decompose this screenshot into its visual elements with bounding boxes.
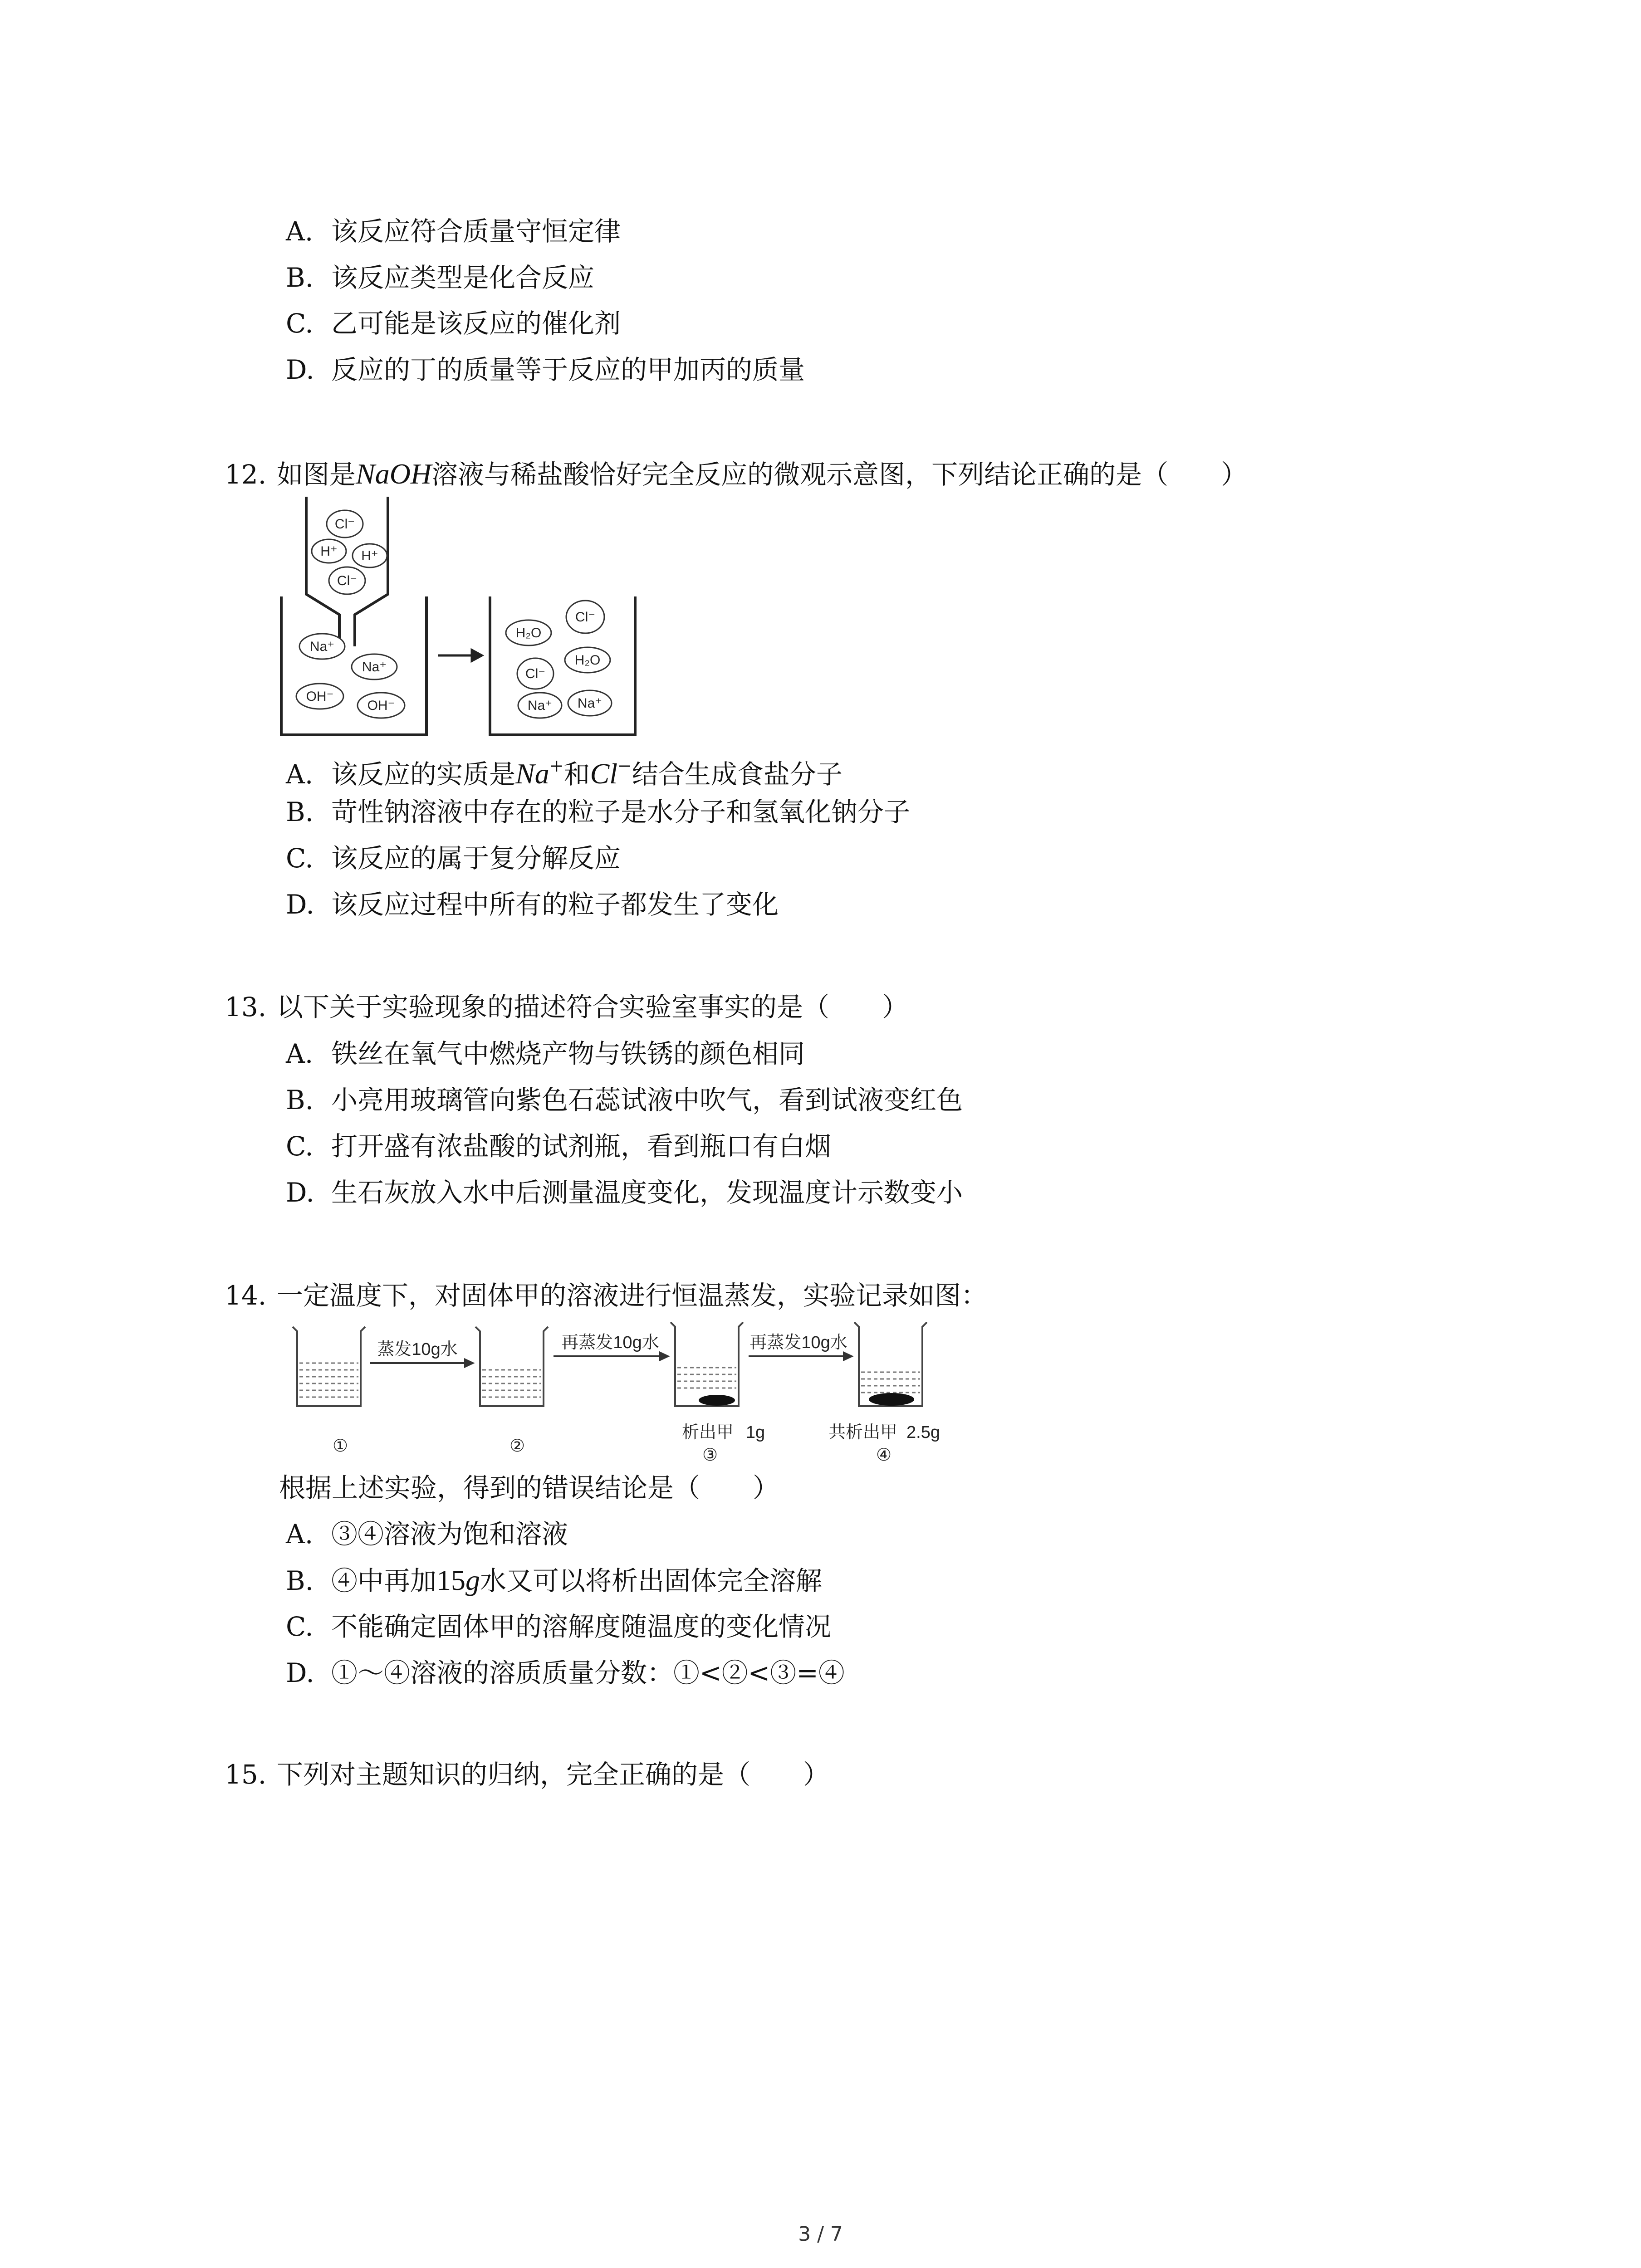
beaker-1	[293, 1327, 365, 1406]
left-beaker-ion: OH⁻	[306, 689, 334, 704]
option-text: 该反应类型是化合反应	[331, 262, 595, 293]
arrow-label: 蒸发10g水	[377, 1340, 458, 1359]
option-letter: B.	[286, 797, 314, 827]
option-letter: A.	[286, 1519, 314, 1549]
question-number: 14.	[225, 1280, 267, 1311]
ion-charge: −	[617, 756, 632, 776]
beaker-label: ④	[876, 1446, 892, 1465]
arrow-label: 再蒸发10g水	[749, 1333, 847, 1352]
option-letter: B.	[286, 1085, 314, 1115]
option-text: 铁丝在氧气中燃烧产物与铁锈的颜色相同	[331, 1038, 805, 1069]
q12-option-c	[286, 840, 621, 876]
option-text: ③④溶液为饱和溶液	[331, 1519, 568, 1549]
option-text: 结合生成食盐分子	[632, 759, 843, 790]
option-text: 乙可能是该反应的催化剂	[331, 308, 621, 339]
ion-formula: Cl	[590, 758, 618, 790]
precipitate-4	[869, 1393, 914, 1406]
option-letter: A.	[286, 1038, 314, 1069]
arrow-label: 再蒸发10g水	[561, 1333, 659, 1352]
option-letter: C.	[286, 1131, 314, 1162]
right-beaker-ion: H₂O	[515, 626, 542, 640]
question-number: 12.	[225, 459, 267, 490]
option-letter: B.	[286, 1565, 314, 1596]
sub-stem-text: 根据上述实验，得到的错误结论是（ ）	[279, 1472, 779, 1503]
left-beaker-ion: OH⁻	[367, 698, 395, 713]
q11-option-a	[286, 213, 621, 249]
funnel-ion: Cl⁻	[334, 517, 355, 532]
option-letter: B.	[286, 262, 314, 293]
arrow-2	[660, 1353, 668, 1360]
beaker-label: ①	[332, 1437, 348, 1456]
mass-number: 15	[436, 1564, 466, 1596]
q13-stem	[225, 989, 908, 1025]
stem-text: 溶液与稀盐酸恰好完全反应的微观示意图，下列结论正确的是（ ）	[431, 459, 1248, 490]
precipitate-amount: 1g	[745, 1423, 765, 1442]
beaker-3	[671, 1322, 743, 1406]
option-text: 打开盛有浓盐酸的试剂瓶，看到瓶口有白烟	[331, 1131, 832, 1162]
q15-stem	[225, 1756, 829, 1793]
formula: NaOH	[356, 458, 432, 490]
option-text: 反应的丁的质量等于反应的甲加丙的质量	[331, 354, 805, 385]
precipitate-label: 析出甲	[681, 1423, 734, 1442]
stem-text: 下列对主题知识的归纳，完全正确的是（ ）	[277, 1759, 830, 1790]
q13-option-d	[286, 1174, 963, 1211]
option-letter: D.	[286, 354, 314, 385]
precipitate-amount: 2.5g	[906, 1423, 940, 1442]
q13-option-b	[286, 1082, 963, 1118]
precipitate-3	[699, 1395, 735, 1406]
arrow-3	[844, 1353, 852, 1360]
q14-sub-stem	[279, 1470, 779, 1506]
arrow-1	[465, 1359, 473, 1367]
right-beaker-ion: Na⁺	[577, 696, 603, 711]
beaker-label: ③	[702, 1446, 718, 1465]
option-text: 该反应符合质量守恒定律	[331, 216, 621, 247]
ion-charge: +	[549, 756, 564, 776]
q14-stem	[225, 1277, 987, 1314]
q13-option-a	[286, 1036, 805, 1072]
option-text: 该反应的属于复分解反应	[331, 843, 621, 874]
funnel-ion: H⁺	[361, 548, 378, 563]
q12-option-b	[286, 794, 910, 830]
q12-option-a	[286, 748, 843, 792]
option-letter: C.	[286, 1611, 314, 1642]
stem-text: 如图是	[277, 459, 356, 490]
q14-option-b	[286, 1562, 822, 1599]
option-letter: D.	[286, 889, 314, 920]
option-text: 不能确定固体甲的溶解度随温度的变化情况	[331, 1611, 832, 1642]
stem-text: 以下关于实验现象的描述符合实验室事实的是（ ）	[277, 992, 909, 1022]
right-beaker-ion: H₂O	[574, 653, 601, 668]
q11-option-c	[286, 305, 621, 342]
option-letter: D.	[286, 1177, 314, 1208]
option-letter: D.	[286, 1657, 314, 1688]
option-letter: A.	[286, 216, 314, 247]
precipitate-label: 共析出甲	[828, 1423, 898, 1442]
q14-option-d	[286, 1655, 845, 1691]
left-beaker-ion: Na⁺	[309, 639, 335, 654]
option-text: 水又可以将析出固体完全溶解	[480, 1565, 823, 1596]
option-text: 和	[563, 759, 590, 790]
arrow-head	[472, 650, 482, 661]
q11-option-b	[286, 259, 594, 296]
q11-option-d	[286, 352, 805, 388]
right-beaker-ion: Cl⁻	[525, 666, 546, 681]
mass-unit: g	[465, 1564, 480, 1596]
beaker-2	[475, 1327, 548, 1406]
page-number: 3 / 7	[798, 2223, 843, 2246]
option-text: ①～④溶液的溶质质量分数：①<②<③=④	[331, 1657, 845, 1688]
q12-option-d	[286, 886, 779, 923]
q14-option-c	[286, 1608, 831, 1645]
funnel-ion: Cl⁻	[337, 573, 358, 588]
option-text: 苛性钠溶液中存在的粒子是水分子和氢氧化钠分子	[331, 797, 911, 827]
option-letter: C.	[286, 843, 314, 874]
ion-formula: Na	[515, 758, 549, 790]
beaker-label: ②	[509, 1437, 525, 1456]
question-number: 15.	[225, 1759, 267, 1790]
q14-evaporation-figure	[281, 1322, 962, 1472]
option-letter: C.	[286, 308, 314, 339]
option-text: 生石灰放入水中后测量温度变化，发现温度计示数变小	[331, 1177, 963, 1208]
right-beaker-ion: Cl⁻	[575, 610, 596, 625]
option-text: 该反应过程中所有的粒子都发生了变化	[331, 889, 779, 920]
funnel-ion: H⁺	[320, 544, 338, 559]
question-number: 13.	[225, 992, 267, 1022]
q12-reaction-figure	[272, 497, 649, 737]
q12-stem	[225, 456, 1247, 493]
option-letter: A.	[286, 759, 314, 790]
option-text: 该反应的实质是	[331, 759, 516, 790]
left-beaker-ion: Na⁺	[362, 660, 387, 675]
right-beaker	[490, 596, 635, 735]
q13-option-c	[286, 1128, 831, 1164]
q14-option-a	[286, 1516, 568, 1552]
option-text: ④中再加	[331, 1565, 437, 1596]
stem-text: 一定温度下，对固体甲的溶液进行恒温蒸发，实验记录如图：	[277, 1280, 988, 1311]
right-beaker-ion: Na⁺	[527, 698, 553, 713]
option-text: 小亮用玻璃管向紫色石蕊试液中吹气，看到试液变红色	[331, 1085, 963, 1115]
